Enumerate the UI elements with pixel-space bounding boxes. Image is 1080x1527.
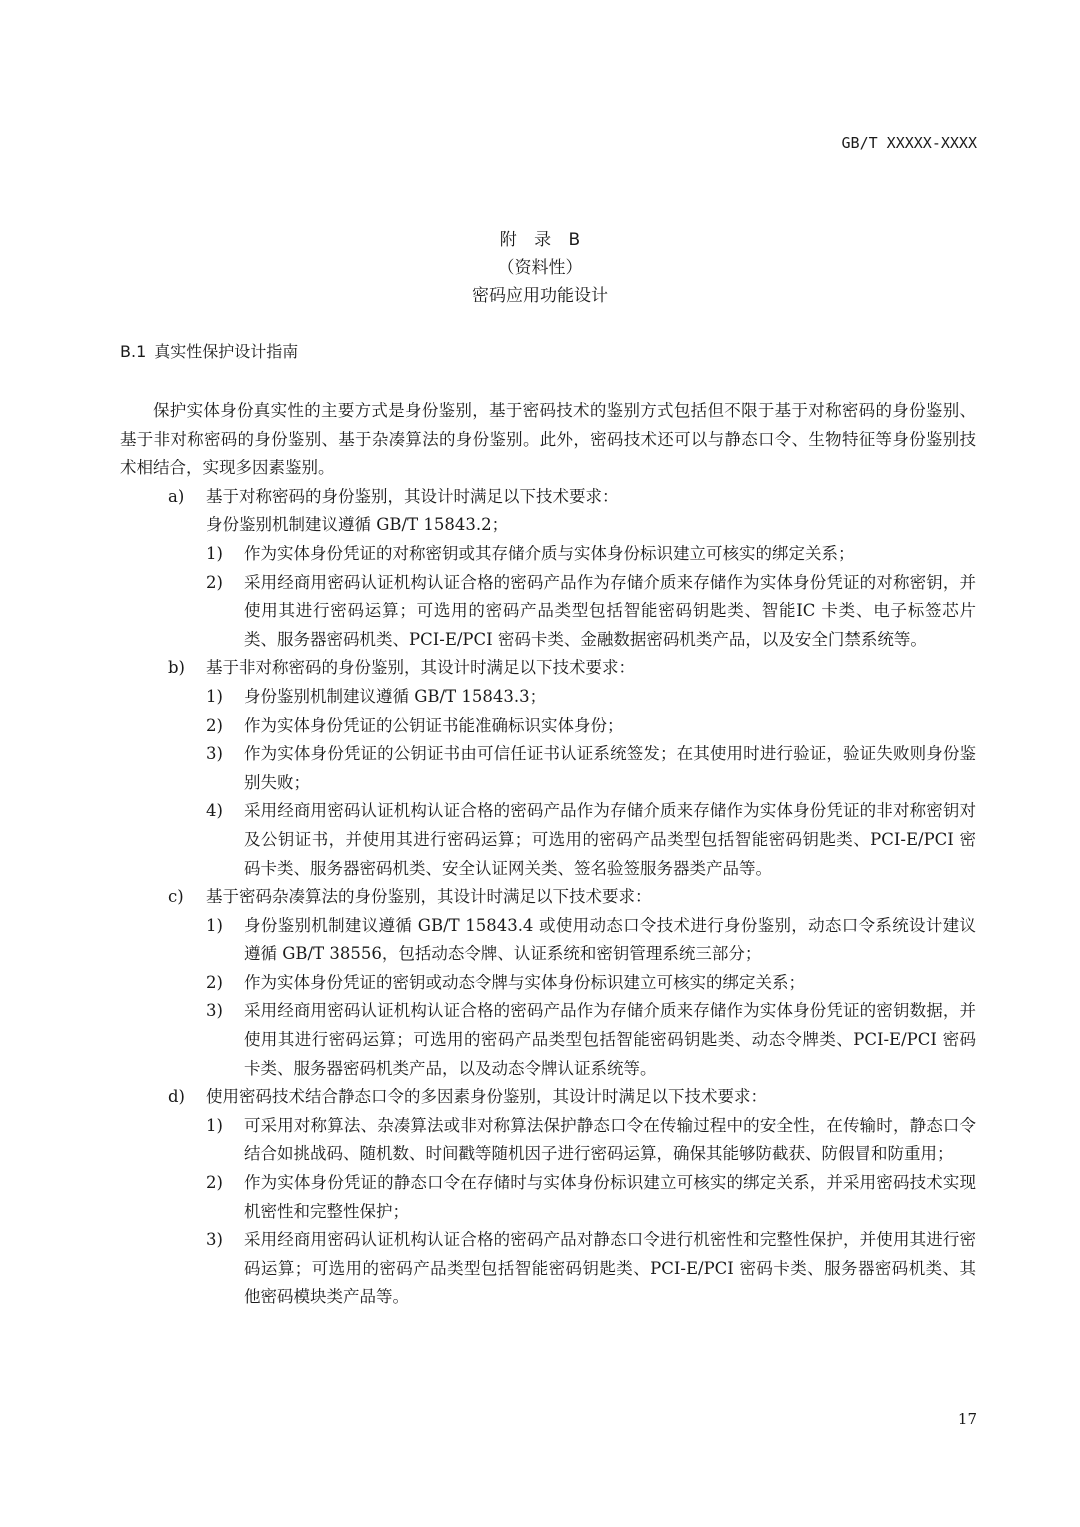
annex-nature: （资料性）	[497, 258, 583, 278]
list-item-text: 基于非对称密码的身份鉴别，其设计时满足以下技术要求：	[206, 658, 635, 678]
sub-list-item-label: 3)	[206, 744, 223, 764]
list-item-label: b)	[168, 658, 185, 678]
standard-number: GB/T XXXXX-XXXX	[841, 134, 977, 152]
sub-list-item-text: 作为实体身份凭证的公钥证书由可信任证书认证系统签发；在其使用时进行验证，验证失败则身份鉴别失败；	[244, 744, 976, 792]
annex-label: 附 录 B	[499, 230, 581, 250]
sub-list-item-text: 身份鉴别机制建议遵循 GB/T 15843.3；	[244, 686, 547, 706]
section-body	[120, 397, 976, 1312]
list-item-text: 基于对称密码的身份鉴别，其设计时满足以下技术要求：	[206, 486, 619, 506]
list-item-text: 基于密码杂凑算法的身份鉴别，其设计时满足以下技术要求：	[206, 887, 652, 907]
sub-list-item	[120, 712, 976, 741]
sub-list-item-label: 3)	[206, 1001, 223, 1021]
list-item-text: 使用密码技术结合静态口令的多因素身份鉴别，其设计时满足以下技术要求：	[206, 1087, 767, 1107]
sub-list-item-label: 1)	[206, 915, 223, 935]
sub-list-item	[120, 569, 976, 655]
sub-list-item	[120, 1112, 976, 1169]
sub-list-item-text: 采用经商用密码认证机构认证合格的密码产品对静态口令进行机密性和完整性保护，并使用其进行密码运算；可选用的密码产品类型包括智能密码钥匙类、PCI-E/PCI 密码卡类、服务器密码机类、其他密码模块类产品等。	[244, 1230, 976, 1307]
section-title: 真实性保护设计指南	[154, 342, 299, 361]
section-heading	[120, 338, 298, 366]
annex-title-block	[0, 226, 1080, 310]
sub-list-item-text: 作为实体身份凭证的对称密钥或其存储介质与实体身份标识建立可核实的绑定关系；	[244, 543, 855, 563]
sub-list-item-label: 1)	[206, 543, 223, 563]
sub-list-item-text: 身份鉴别机制建议遵循 GB/T 15843.4 或使用动态口令技术进行身份鉴别，动态口令系统设计建议遵循 GB/T 38556，包括动态令牌、认证系统和密钥管理系统三部分；	[244, 915, 976, 964]
sub-list-item-label: 2)	[206, 715, 223, 735]
sub-list-item-label: 2)	[206, 1173, 223, 1193]
sub-list-item-text: 采用经商用密码认证机构认证合格的密码产品作为存储介质来存储作为实体身份凭证的密钥数据，并使用其进行密码运算；可选用的密码产品类型包括智能密码钥匙类、动态令牌类、PCI-E/PCI 密码卡类、服务器密码机类产品，以及动态令牌认证系统等。	[244, 1001, 976, 1078]
sub-list-item-label: 1)	[206, 1115, 223, 1135]
sub-list-item-text: 作为实体身份凭证的静态口令在存储时与实体身份标识建立可核实的绑定关系，并采用密码技术实现机密性和完整性保护；	[244, 1173, 976, 1221]
sub-list-item	[120, 912, 976, 969]
list-item	[120, 654, 976, 683]
sub-list-item	[120, 969, 976, 998]
sub-list-item-label: 1)	[206, 686, 223, 706]
sub-list-item-text: 采用经商用密码认证机构认证合格的密码产品作为存储介质来存储作为实体身份凭证的非对称密钥对及公钥证书，并使用其进行密码运算；可选用的密码产品类型包括智能密码钥匙类、PCI-E/PCI 密码卡类、服务器密码机类、安全认证网关类、签名验签服务器类产品等。	[244, 801, 976, 878]
sub-list-item-label: 3)	[206, 1230, 223, 1250]
annex-title: 密码应用功能设计	[472, 286, 608, 306]
sub-list-item-text: 采用经商用密码认证机构认证合格的密码产品作为存储介质来存储作为实体身份凭证的对称密钥，并使用其进行密码运算；可选用的密码产品类型包括智能密码钥匙类、智能IC 卡类、电子标签芯片类、服务器密码机类、PCI-E/PCI 密码卡类、金融数据密码机类产品，以及安全门禁系统等。	[244, 572, 976, 649]
sub-list-item	[120, 797, 976, 883]
sub-list-item	[120, 1169, 976, 1226]
section-number: B.1	[120, 342, 147, 361]
list-item	[120, 483, 976, 512]
sub-list-item-label: 2)	[206, 572, 223, 592]
sub-list-item-label: 4)	[206, 801, 223, 821]
sub-list-item	[120, 740, 976, 797]
list-item-label: d)	[168, 1087, 185, 1107]
sub-list-item	[120, 683, 976, 712]
sub-list-item	[120, 997, 976, 1083]
sub-list-item-text: 作为实体身份凭证的密钥或动态令牌与实体身份标识建立可核实的绑定关系；	[244, 972, 805, 992]
list-item	[120, 1083, 976, 1112]
list-item-label: a)	[168, 486, 185, 506]
sub-list-item-text: 可采用对称算法、杂凑算法或非对称算法保护静态口令在传输过程中的安全性，在传输时，静态口令结合如挑战码、随机数、时间戳等随机因子进行密码运算，确保其能够防截获、防假冒和防重用；	[244, 1115, 976, 1164]
list-item-continuation: 身份鉴别机制建议遵循 GB/T 15843.2；	[206, 515, 509, 535]
page-number: 17	[957, 1410, 977, 1428]
list-item-label: c)	[168, 887, 184, 907]
sub-list-item	[120, 540, 976, 569]
sub-list-item-text: 作为实体身份凭证的公钥证书能准确标识实体身份；	[244, 715, 624, 735]
sub-list-item-label: 2)	[206, 972, 223, 992]
sub-list-item	[120, 1226, 976, 1312]
list-item	[120, 883, 976, 912]
intro-paragraph: 保护实体身份真实性的主要方式是身份鉴别，基于密码技术的鉴别方式包括但不限于基于对称密码的身份鉴别、基于非对称密码的身份鉴别、基于杂凑算法的身份鉴别。此外，密码技术还可以与静态口令、生物特征等身份鉴别技术相结合，实现多因素鉴别。	[120, 401, 976, 478]
